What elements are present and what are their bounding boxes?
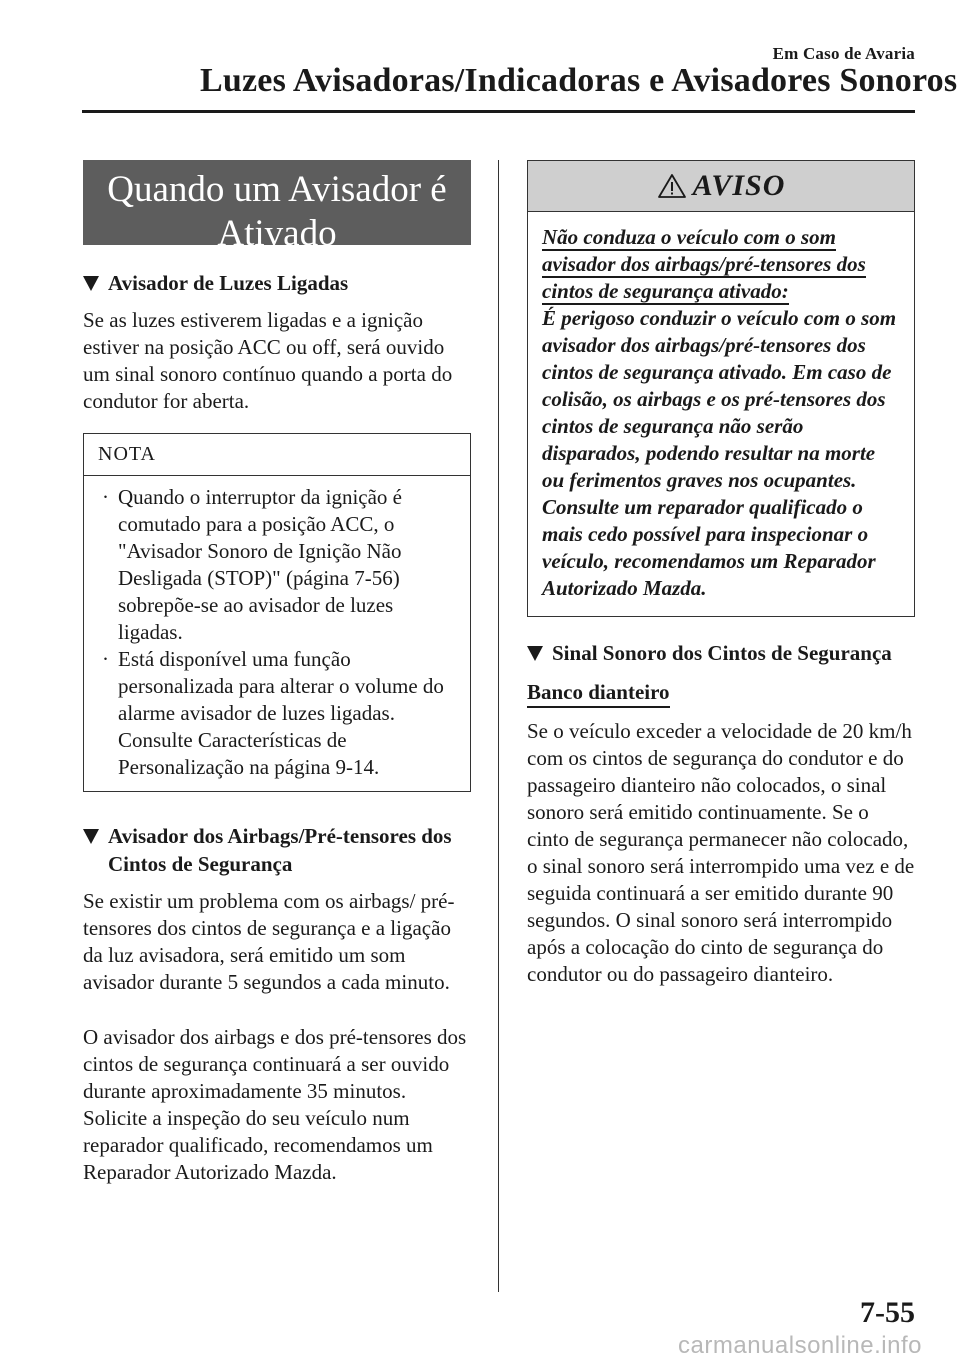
seatbelt-heading-text: Sinal Sonoro dos Cintos de Segurança — [552, 641, 892, 665]
left-column — [83, 160, 471, 1186]
airbag-heading — [83, 822, 471, 878]
note-item-text: Está disponível uma função personalizada para alterar o volume do alarme avisador de luzes ligadas. Consulte Características de Personalização na página 9-14. — [118, 647, 444, 779]
airbag-text-1: Se existir um problema com os airbags/ pré-tensores dos cintos de segurança e a ligação da luz avisadora, será emitido um som avisador durante 5 segundos a cada minuto. — [83, 889, 455, 994]
note-title: NOTA — [84, 434, 470, 476]
warning-box — [527, 160, 915, 617]
banner-line-1: Quando um Avisador é — [107, 169, 447, 210]
airbag-heading-text: Avisador dos Airbags/Pré-tensores dos Cintos de Segurança — [108, 824, 452, 876]
note-box — [83, 433, 471, 792]
warning-heading: Não conduza o veículo com o som avisador dos airbags/pré-tensores dos cintos de segurança ativado: — [542, 225, 866, 303]
warning-text: É perigoso conduzir o veículo com o som avisador dos airbags/pré-tensores dos cintos de segurança ativado. Em caso de colisão, os airbags e os pré-tensores dos cintos de segurança não serão disparados, podendo resultar na morte ou ferimentos graves nos ocupantes. Consulte um reparador qualificado o mais cedo possível para inspecionar o veículo, recomendamos um Reparador Autorizado Mazda. — [542, 306, 897, 600]
warning-heading-wrap — [542, 224, 900, 305]
section-banner — [83, 160, 471, 254]
bullet-icon: · — [102, 485, 109, 509]
seatbelt-text: Se o veículo exceder a velocidade de 20 km/h com os cintos de segurança do condutor e do passageiro dianteiro não colocados, o sinal sonoro será emitido continuamente. Se o cinto de segurança permanecer não colocado, o sinal sonoro será interrompido uma vez e de seguida continuará a ser emitido durante 90 segundos. O sinal sonoro será interrompido após a colocação do cinto de segurança do condutor ou do passageiro dianteiro. — [527, 719, 915, 986]
note-item — [98, 484, 458, 646]
airbag-text-2: O avisador dos airbags e dos pré-tensores dos cintos de segurança continuará a ser ouvido durante aproximadamente 35 minutos. Solicite a inspeção do seu veículo num reparador qualificado, recomendamos um Reparador Autorizado Mazda. — [83, 1025, 467, 1184]
lights-on-heading — [83, 269, 471, 297]
warning-title — [528, 161, 914, 212]
header-rule — [82, 110, 915, 113]
seatbelt-heading — [527, 639, 915, 667]
lights-on-heading-text: Avisador de Luzes Ligadas — [108, 271, 349, 295]
note-body — [84, 476, 470, 791]
right-column — [527, 160, 915, 988]
lights-on-text: Se as luzes estiverem ligadas e a ignição estiver na posição ACC ou off, será ouvido um sinal sonoro contínuo quando a porta do condutor for aberta. — [83, 308, 453, 413]
column-divider — [498, 160, 499, 1292]
triangle-marker-icon — [83, 276, 99, 291]
note-item — [98, 646, 458, 781]
warning-body — [528, 212, 914, 616]
bullet-icon: · — [102, 647, 109, 671]
warning-triangle-icon — [657, 173, 687, 199]
watermark: carmanualsonline.info — [678, 1332, 922, 1359]
front-seat-subheading: Banco dianteiro — [527, 679, 670, 708]
triangle-marker-icon — [527, 646, 543, 661]
page-number: 7-55 — [860, 1296, 915, 1329]
warning-label: AVISO — [692, 169, 786, 202]
header-title: Luzes Avisadoras/Indicadoras e Avisadores Sonoros — [200, 62, 958, 99]
note-item-text: Quando o interruptor da ignição é comutado para a posição ACC, o "Avisador Sonoro de Ignição Não Desligada (STOP)" (página 7-56) sobrepõe-se ao avisador de luzes ligadas. — [118, 485, 402, 644]
triangle-marker-icon — [83, 829, 99, 844]
header-section: Em Caso de Avaria — [772, 44, 915, 63]
banner-line-2: Ativado — [217, 213, 337, 254]
